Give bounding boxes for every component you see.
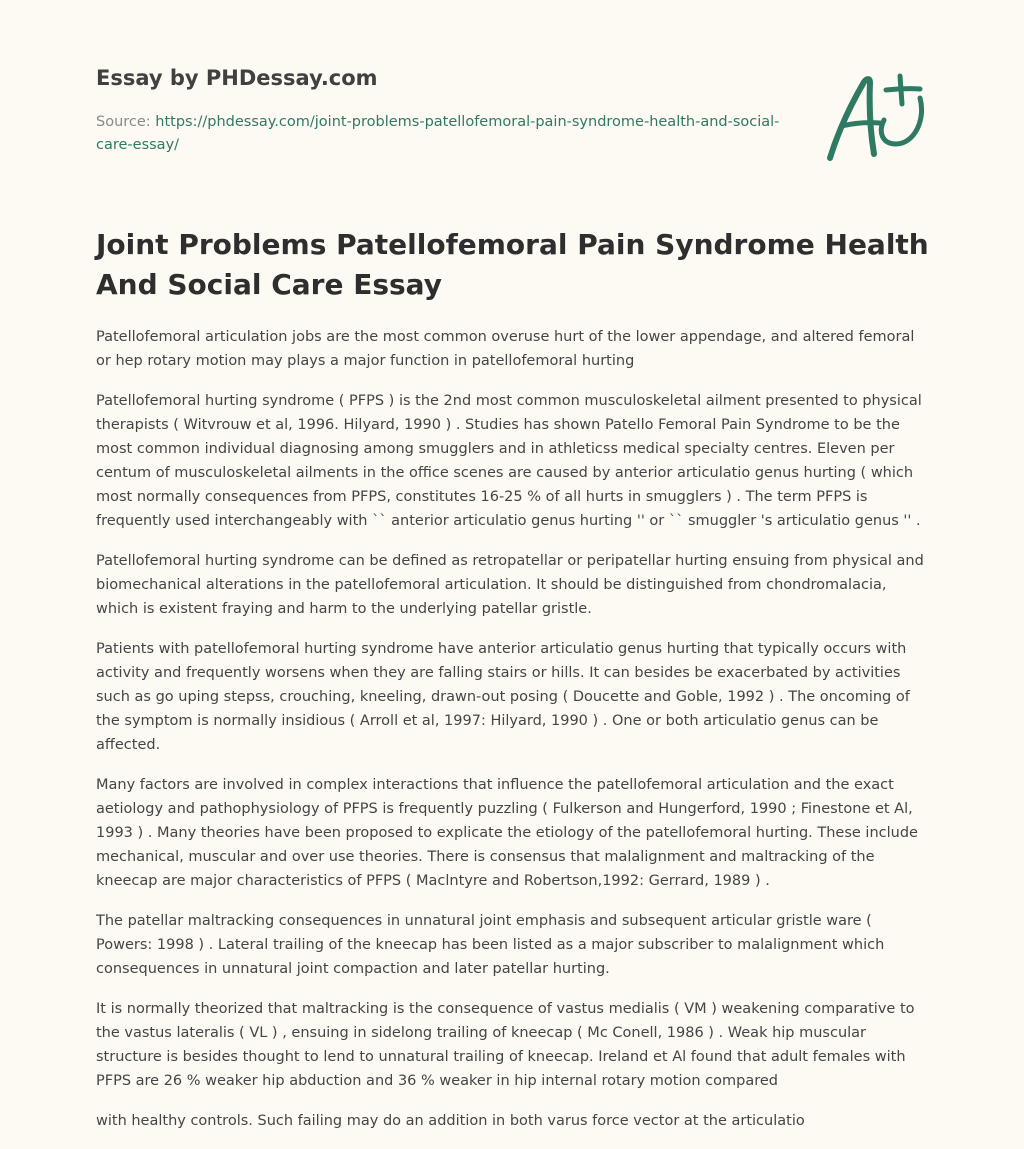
a-plus-logo-icon	[824, 70, 928, 166]
source-label: Source:	[96, 114, 156, 130]
source-line	[96, 111, 786, 157]
site-title: Essay by PHDessay.com	[96, 66, 378, 90]
essay-paragraph: Patellofemoral hurting syndrome ( PFPS ) is the 2nd most common musculoskeletal ailment presented to physical therapists ( Witvrouw et al, 1996. Hilyard, 1990 ) . Studies has shown Patello Femoral Pain Syndrome to be the most common individual diagnosing among smugglers and in athleticss medical specialty centres. Eleven per centum of musculoskeletal ailments in the office scenes are caused by anterior articulatio genus hurting ( which most normally consequences from PFPS, constitutes 16-25 % of all hurts in smugglers ) . The term PFPS is frequently used interchangeably with `` anterior articulatio genus hurting '' or `` smuggler 's articulatio genus '' .	[96, 393, 922, 529]
essay-paragraph: It is normally theorized that maltracking is the consequence of vastus medialis ( VM ) weakening comparative to the vastus lateralis ( VL ) , ensuing in sidelong trailing of kneecap ( Mc Conell, 1986 ) . Weak hip muscular structure is besides thought to lend to unnatural trailing of kneecap. Ireland et Al found that adult females with PFPS are 26 % weaker hip abduction and 36 % weaker in hip internal rotary motion compared	[96, 1001, 915, 1089]
essay-title: Joint Problems Patellofemoral Pain Syndrome Health And Social Care Essay	[96, 228, 929, 301]
essay-paragraph: Patellofemoral hurting syndrome can be defined as retropatellar or peripatellar hurting ensuing from physical and biomechanical alterations in the patellofemoral articulation. It should be distinguished from chondromalacia, which is existent fraying and harm to the underlying patellar gristle.	[96, 553, 924, 617]
source-link[interactable]: https://phdessay.com/joint-problems-patellofemoral-pain-syndrome-health-and-social-care-essay/	[96, 114, 780, 153]
essay-paragraph: Many factors are involved in complex interactions that influence the patellofemoral articulation and the exact aetiology and pathophysiology of PFPS is frequently puzzling ( Fulkerson and Hungerford, 1990 ; Finestone et Al, 1993 ) . Many theories have been proposed to explicate the etiology of the patellofemoral hurting. These include mechanical, muscular and over use theories. There is consensus that malalignment and maltracking of the kneecap are major characteristics of PFPS ( Maclntyre and Robertson,1992: Gerrard, 1989 ) .	[96, 777, 918, 889]
essay-paragraph: The patellar maltracking consequences in unnatural joint emphasis and subsequent articular gristle ware ( Powers: 1998 ) . Lateral trailing of the kneecap has been listed as a major subscriber to malalignment which consequences in unnatural joint compaction and later patellar hurting.	[96, 913, 885, 977]
essay-paragraph: with healthy controls. Such failing may do an addition in both varus force vector at the articulatio	[96, 1113, 805, 1129]
essay-paragraph: Patients with patellofemoral hurting syndrome have anterior articulatio genus hurting that typically occurs with activity and frequently worsens when they are falling stairs or hills. It can besides be exacerbated by activities such as go uping stepss, crouching, kneeling, drawn-out posing ( Doucette and Goble, 1992 ) . The oncoming of the symptom is normally insidious ( Arroll et al, 1997: Hilyard, 1990 ) . One or both articulatio genus can be affected.	[96, 641, 910, 753]
essay-body	[96, 325, 932, 1149]
essay-paragraph: Patellofemoral articulation jobs are the most common overuse hurt of the lower appendage, and altered femoral or hep rotary motion may plays a major function in patellofemoral hurting	[96, 329, 915, 369]
